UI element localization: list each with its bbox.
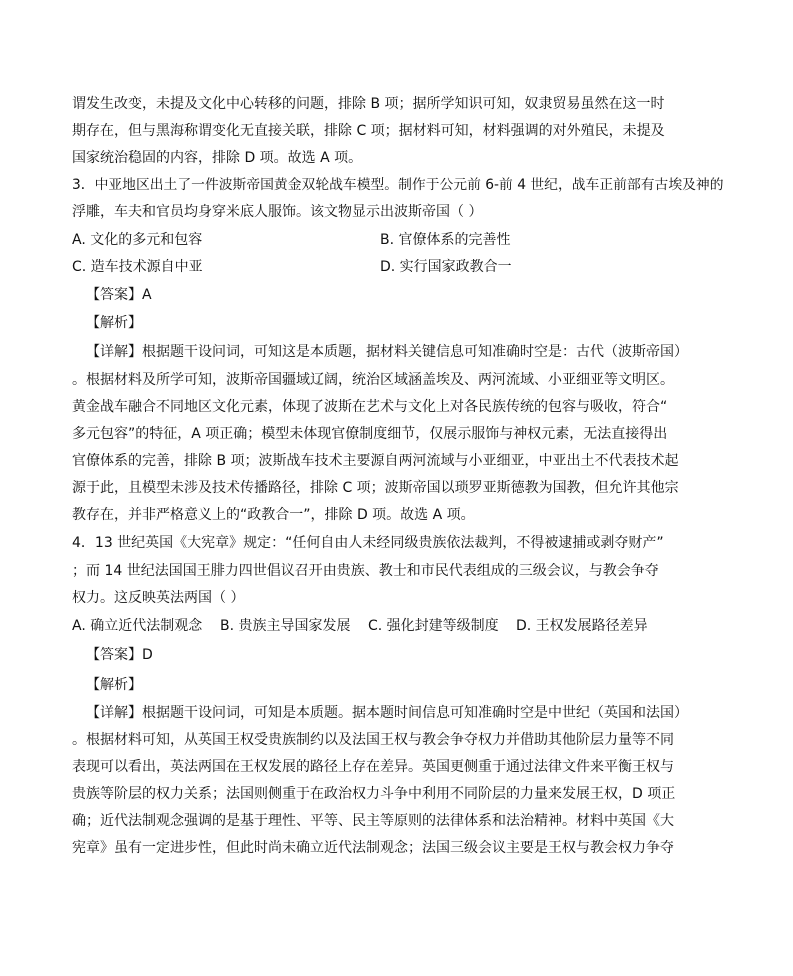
question-4-detail: 贵族等阶层的权力关系；法国则侧重于在政治权力斗争中利用不同阶层的力量来发展王权，D 项正 [72, 786, 676, 802]
question-3-option-d: D. 实行国家政教合一 [380, 259, 512, 275]
question-3-option-a: A. 文化的多元和包容 [72, 232, 203, 248]
question-4-option-b: B. 贵族主导国家发展 [220, 618, 351, 634]
question-4-detail: 【详解】根据题干设问词，可知是本质题。据本题时间信息可知准确时空是中世纪（英国和法国） [86, 705, 688, 721]
question-4-detail: 。根据材料可知，从英国王权受贵族制约以及法国王权与教会争夺权力并借助其他阶层力量等不同 [72, 732, 674, 748]
question-3-stem: 浮雕，车夫和官员均身穿米底人服饰。该文物显示出波斯帝国（ ） [72, 204, 483, 220]
question-4-detail: 宪章》虽有一定进步性，但此时尚未确立近代法制观念；法国三级会议主要是王权与教会权力争夺 [72, 840, 674, 856]
question-3-detail: 多元包容”的特征，A 项正确；模型未体现官僚制度细节，仅展示服饰与神权元素，无法直接得出 [72, 426, 668, 442]
question-3-detail: 黄金战车融合不同地区文化元素，体现了波斯在艺术与文化上对各民族传统的包容与吸收，符合“ [72, 399, 668, 415]
question-3-answer: 【答案】A [86, 287, 152, 303]
question-4-option-c: C. 强化封建等级制度 [368, 618, 499, 634]
question-3-detail: 【详解】根据题干设问词，可知这是本质题，据材料关键信息可知准确时空是：古代（波斯帝国） [86, 344, 688, 360]
question-4-stem: ；而 14 世纪法国国王腓力四世倡议召开由贵族、教士和市民代表组成的三级会议，与教会争夺 [72, 563, 659, 579]
question-3-detail: 官僚体系的完善，排除 B 项；波斯战车技术主要源自两河流域与小亚细亚，中亚出土不代表技术起 [72, 453, 679, 469]
question-4-option-a: A. 确立近代法制观念 [72, 618, 203, 634]
question-4-option-d: D. 王权发展路径差异 [516, 618, 648, 634]
question-3-option-c: C. 造车技术源自中亚 [72, 259, 203, 275]
question-4-detail: 确；近代法制观念强调的是基于理性、平等、民主等原则的法律体系和法治精神。材料中英国《大 [72, 813, 674, 829]
question-4-stem: 4．13 世纪英国《大宪章》规定：“任何自由人未经同级贵族依法裁判，不得被逮捕或剥夺财产” [72, 535, 664, 551]
question-3-detail: 教存在，并非严格意义上的“政教合一”，排除 D 项。故选 A 项。 [72, 507, 475, 523]
question-4-detail: 表现可以看出，英法两国在王权发展的路径上存在差异。英国更侧重于通过法律文件来平衡王权与 [72, 759, 674, 775]
text-line: 谓发生改变，未提及文化中心转移的问题，排除 B 项；据所学知识可知，奴隶贸易虽然在这一时 [72, 96, 665, 112]
question-3-detail: 源于此，且模型未涉及技术传播路径，排除 C 项；波斯帝国以琐罗亚斯德教为国教，但允许其他宗 [72, 480, 679, 496]
question-4-analysis-label: 【解析】 [86, 677, 142, 693]
question-3-analysis-label: 【解析】 [86, 315, 142, 331]
question-3-stem: 3．中亚地区出土了一件波斯帝国黄金双轮战车模型。制作于公元前 6-前 4 世纪，战车正前部有古埃及神的 [72, 177, 724, 193]
question-3-option-b: B. 官僚体系的完善性 [380, 232, 511, 248]
question-4-answer: 【答案】D [86, 647, 153, 663]
text-line: 期存在，但与黑海称谓变化无直接关联，排除 C 项；据材料可知，材料强调的对外殖民，未提及 [72, 123, 665, 139]
question-3-detail: 。根据材料及所学可知，波斯帝国疆域辽阔，统治区域涵盖埃及、两河流域、小亚细亚等文明区。 [72, 372, 674, 388]
text-line: 国家统治稳固的内容，排除 D 项。故选 A 项。 [72, 150, 363, 166]
question-4-stem: 权力。这反映英法两国（ ） [72, 590, 245, 606]
